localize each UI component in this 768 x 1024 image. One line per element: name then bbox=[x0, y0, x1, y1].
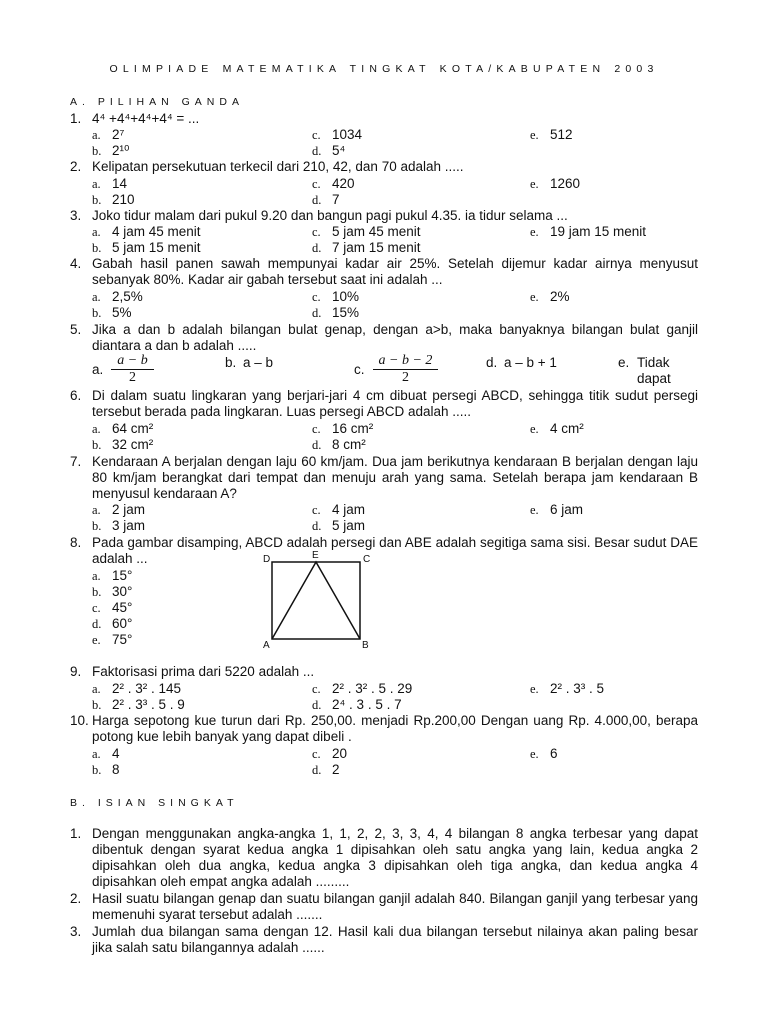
question-6 bbox=[70, 388, 698, 420]
section-a-heading: A. PILIHAN GANDA bbox=[70, 96, 244, 108]
question-number: 10. bbox=[70, 713, 89, 728]
question-text: Gabah hasil panen sawah mempunyai kadar air 25%. Setelah dijemur kadar airnya menyusut sebanyak 80%. Kadar air gabah tersebut saat ini adalah ... bbox=[92, 256, 698, 287]
option-5a[interactable]: a. $\frac{a - b}{2}$ bbox=[92, 353, 154, 386]
question-number: 2. bbox=[70, 159, 82, 174]
option-3e[interactable]: e. 19 jam 15 menit bbox=[530, 224, 647, 239]
option-2d[interactable]: d. 7 bbox=[312, 192, 340, 207]
question-text: Faktorisasi prima dari 5220 adalah ... bbox=[92, 664, 315, 679]
question-text: Jumlah dua bilangan sama dengan 12. Hasil kali dua bilangan tersebut nilainya akan paling besar jika salah satu bilangannya adalah ...... bbox=[92, 924, 698, 955]
question-text: Di dalam suatu lingkaran yang berjari-jari 4 cm dibuat persegi ABCD, sehingga titik sudut persegi tersebut berada pada lingkaran. Luas persegi ABCD adalah ..... bbox=[92, 388, 698, 419]
question-text: Hasil suatu bilangan genap dan suatu bilangan ganjil adalah 840. Bilangan ganjil yang terbesar yang memenuhi syarat tersebut adalah ....... bbox=[92, 891, 698, 922]
option-1a[interactable]: a. 2⁷ bbox=[92, 127, 125, 142]
question-number: 2. bbox=[70, 891, 82, 906]
option-3a[interactable]: a. 4 jam 45 menit bbox=[92, 224, 201, 239]
question-number: 1. bbox=[70, 826, 82, 841]
option-2a[interactable]: a. 14 bbox=[92, 176, 128, 191]
question-text: Harga sepotong kue turun dari Rp. 250,00. menjadi Rp.200,00 Dengan uang Rp. 4.000,00, berapa potong kue lebih banyak yang dapat dibeli . bbox=[92, 713, 698, 744]
option-4a[interactable]: a. 2,5% bbox=[92, 289, 143, 304]
short-question-3 bbox=[70, 924, 698, 956]
label-a: A bbox=[263, 640, 270, 651]
question-number: 3. bbox=[70, 208, 82, 223]
option-1c[interactable]: c. 1034 bbox=[312, 127, 363, 142]
option-7e[interactable]: e. 6 jam bbox=[530, 502, 584, 517]
option-4d[interactable]: d. 15% bbox=[312, 305, 360, 320]
option-1e[interactable]: e. 512 bbox=[530, 127, 573, 142]
label-d: D bbox=[263, 554, 271, 565]
option-10b[interactable]: b. 8 bbox=[92, 762, 120, 777]
option-2b[interactable]: b. 210 bbox=[92, 192, 135, 207]
question-text: Dengan menggunakan angka-angka 1, 1, 2, 2, 3, 3, 4, 4 bilangan 8 angka terbesar yang dapat dibentuk dengan syarat kedua angka 1 dipisahkan oleh satu angka yang lain, kedua angka 2 dipisahkan oleh dua angka, kedua angka 3 dipisahkan oleh tiga angka, dan kedua angka 4 dipisahkan oleh empat angka adalah ......... bbox=[92, 826, 698, 889]
question-number: 4. bbox=[70, 256, 82, 271]
label-e: E bbox=[312, 550, 319, 561]
option-2e[interactable]: e. 1260 bbox=[530, 176, 581, 191]
option-4b[interactable]: b. 5% bbox=[92, 305, 132, 320]
option-8c[interactable]: c. 45° bbox=[92, 600, 133, 615]
short-question-1 bbox=[70, 826, 698, 890]
question-number: 3. bbox=[70, 924, 82, 939]
option-4c[interactable]: c. 10% bbox=[312, 289, 360, 304]
section-b-heading: B. ISIAN SINGKAT bbox=[70, 797, 239, 809]
question-text: Pada gambar disamping, ABCD adalah persegi dan ABE adalah segitiga sama sisi. Besar sudut DAE adalah ... bbox=[92, 535, 698, 566]
option-6e[interactable]: e. 4 cm² bbox=[530, 421, 584, 436]
question-text: 4⁴ +4⁴+4⁴+4⁴ = ... bbox=[92, 111, 200, 126]
option-9e[interactable]: e. 2² . 3³ . 5 bbox=[530, 681, 605, 696]
question-10 bbox=[70, 713, 698, 745]
question-number: 5. bbox=[70, 322, 82, 337]
question-number: 1. bbox=[70, 111, 82, 126]
option-8a[interactable]: a. 15° bbox=[92, 568, 133, 583]
option-10a[interactable]: a. 4 bbox=[92, 746, 120, 761]
option-5d[interactable]: d. a – b + 1 bbox=[486, 355, 557, 370]
option-6c[interactable]: c. 16 cm² bbox=[312, 421, 374, 436]
option-7a[interactable]: a. 2 jam bbox=[92, 502, 146, 517]
question-number: 7. bbox=[70, 454, 82, 469]
question-text: Jika a dan b adalah bilangan bulat genap, dengan a>b, maka banyaknya bilangan bulat ganjil diantara a dan b adalah ..... bbox=[92, 322, 698, 353]
label-c: C bbox=[363, 554, 371, 565]
option-6b[interactable]: b. 32 cm² bbox=[92, 437, 154, 452]
option-9d[interactable]: d. 2⁴ . 3 . 5 . 7 bbox=[312, 697, 402, 712]
question-number: 8. bbox=[70, 535, 82, 550]
question-2 bbox=[70, 159, 698, 175]
option-4e[interactable]: e. 2% bbox=[530, 289, 570, 304]
question-7 bbox=[70, 454, 698, 502]
option-6d[interactable]: d. 8 cm² bbox=[312, 437, 366, 452]
option-10c[interactable]: c. 20 bbox=[312, 746, 348, 761]
option-10d[interactable]: d. 2 bbox=[312, 762, 340, 777]
option-9a[interactable]: a. 2² . 3² . 145 bbox=[92, 681, 182, 696]
option-2c[interactable]: c. 420 bbox=[312, 176, 355, 191]
question-8 bbox=[70, 535, 698, 567]
question-3 bbox=[70, 208, 698, 224]
question-1 bbox=[70, 111, 698, 127]
question-text: Kelipatan persekutuan terkecil dari 210, 42, dan 70 adalah ..... bbox=[92, 159, 464, 174]
option-10e[interactable]: e. 6 bbox=[530, 746, 558, 761]
option-7d[interactable]: d. 5 jam bbox=[312, 518, 366, 533]
option-9c[interactable]: c. 2² . 3² . 5 . 29 bbox=[312, 681, 413, 696]
option-5e[interactable]: e. Tidak dapat bbox=[618, 355, 671, 386]
question-text: Joko tidur malam dari pukul 9.20 dan bangun pagi pukul 4.35. ia tidur selama ... bbox=[92, 208, 568, 223]
option-8b[interactable]: b. 30° bbox=[92, 584, 133, 599]
page-title: OLIMPIADE MATEMATIKA TINGKAT KOTA/KABUPATEN 2003 bbox=[109, 63, 659, 75]
option-1d[interactable]: d. 5⁴ bbox=[312, 143, 346, 158]
label-b: B bbox=[362, 640, 369, 651]
option-5c[interactable]: c. $\frac{a - b - 2}{2}$ bbox=[354, 353, 438, 386]
option-7c[interactable]: c. 4 jam bbox=[312, 502, 366, 517]
triangle-abe bbox=[272, 562, 360, 639]
option-8e[interactable]: e. 75° bbox=[92, 632, 133, 647]
option-3b[interactable]: b. 5 jam 15 menit bbox=[92, 240, 201, 255]
option-7b[interactable]: b. 3 jam bbox=[92, 518, 146, 533]
question-4 bbox=[70, 256, 698, 288]
square-triangle-figure bbox=[262, 549, 382, 651]
question-text: Kendaraan A berjalan dengan laju 60 km/jam. Dua jam berikutnya kendaraan B berjalan dengan laju 80 km/jam berangkat dari tempat dan menuju arah yang sama. Setelah berapa jam kendaraan B menyusul kendaraan A? bbox=[92, 454, 698, 501]
short-question-2 bbox=[70, 891, 698, 923]
option-3d[interactable]: d. 7 jam 15 menit bbox=[312, 240, 421, 255]
square-abcd bbox=[272, 562, 360, 639]
option-5b[interactable]: a – b b. bbox=[225, 355, 274, 370]
option-1b[interactable]: b. 2¹⁰ bbox=[92, 143, 130, 158]
option-6a[interactable]: a. 64 cm² bbox=[92, 421, 154, 436]
option-8d[interactable]: d. 60° bbox=[92, 616, 133, 631]
question-5 bbox=[70, 322, 698, 354]
question-9 bbox=[70, 664, 698, 680]
option-9b[interactable]: b. 2² . 3³ . 5 . 9 bbox=[92, 697, 185, 712]
question-number: 9. bbox=[70, 664, 82, 679]
question-number: 6. bbox=[70, 388, 82, 403]
option-3c[interactable]: c. 5 jam 45 menit bbox=[312, 224, 421, 239]
